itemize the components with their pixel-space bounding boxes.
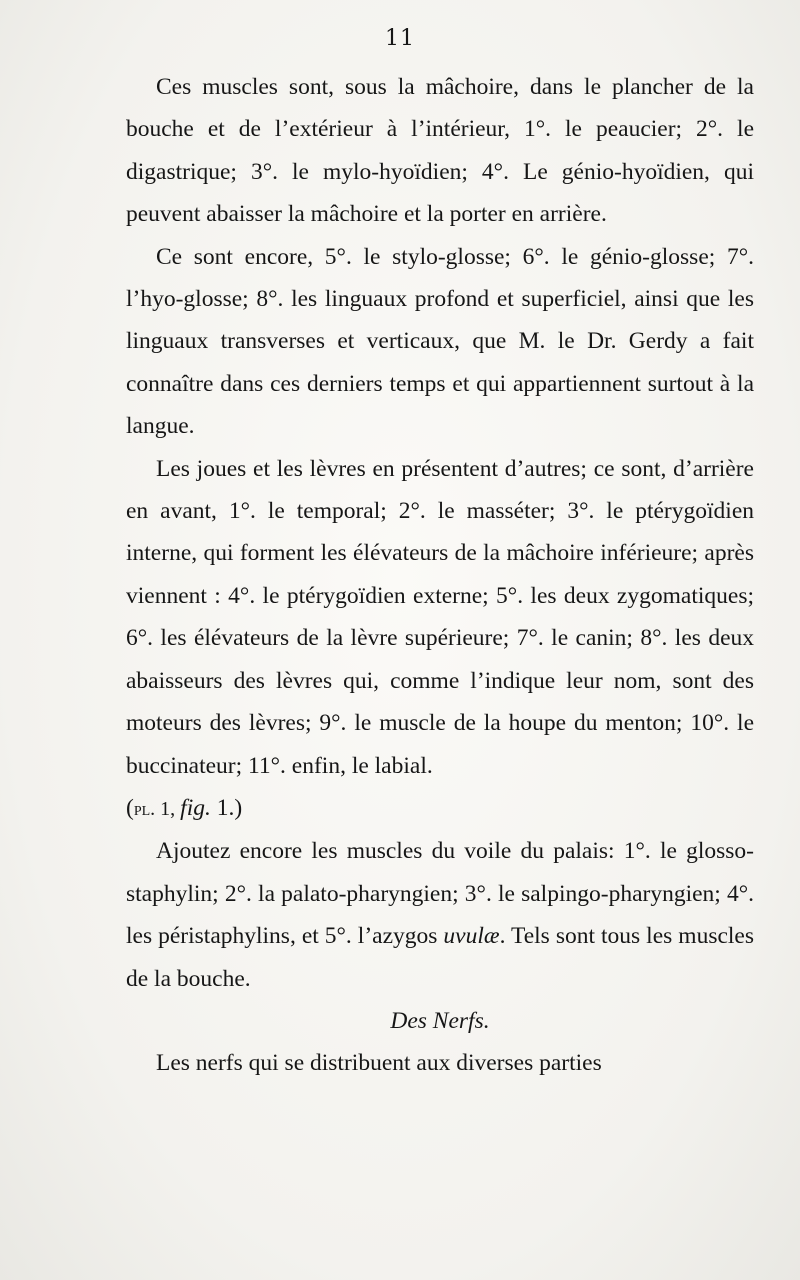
reference-rest: 1.) [210, 794, 243, 821]
paragraph-voile-palais [126, 830, 754, 1000]
voile-italic-term: uvulæ [443, 923, 500, 950]
plate-reference [126, 787, 754, 830]
reference-figure: fig. [180, 794, 211, 821]
body-text [126, 66, 754, 1085]
paragraph-joues-levres: Les joues et les lèvres en présentent d’autres; ce sont, d’arrière en avant, 1°. le temporal; 2°. le masséter; 3°. le ptérygoïdien interne, qui forment les élévateurs de la mâchoire inférieure; après viennent : 4°. le ptérygoïdien externe; 5°. les deux zygomatiques; 6°. les élévateurs de la lèvre supérieure; 7°. le canin; 8°. les deux abaisseurs des lèvres qui, comme l’indique leur nom, sont des moteurs des lèvres; 9°. le muscle de la houpe du menton; 10°. le buccinateur; 11°. enfin, le labial. [126, 455, 754, 779]
voile-text-after: . Tels sont tous les muscles de la bouche. [126, 923, 754, 992]
paragraph-nerfs-start: Les nerfs qui se distribuent aux diverses parties [156, 1050, 602, 1077]
reference-open: ( [126, 794, 134, 821]
paragraph-muscles-langue: Ce sont encore, 5°. le stylo-glosse; 6°. le génio-glosse; 7°. l’hyo-glosse; 8°. les linguaux profond et superficiel, ainsi que les linguaux transverses et verticaux, que M. le Dr. Gerdy a fait connaître dans ces derniers temps et qui appartiennent surtout à la langue. [126, 243, 754, 440]
paragraph-muscles-plancher: Ces muscles sont, sous la mâchoire, dans le plancher de la bouche et de l’extérieur à l’intérieur, 1°. le peaucier; 2°. le digastrique; 3°. le mylo-hyoïdien; 4°. Le génio-hyoïdien, qui peuvent abaisser la mâchoire et la porter en arrière. [126, 74, 754, 228]
section-heading-nerfs: Des Nerfs. [390, 1007, 490, 1034]
page-number: 11 [385, 26, 415, 51]
voile-text-before: Ajoutez encore les muscles du voile du palais: 1°. le glosso-staphylin; 2°. la palato-pharyngien; 3°. le salpingo-pharyngien; 4°. les péristaphylins, et 5°. l’azygos [126, 838, 754, 950]
reference-plate: pl. 1, [133, 797, 181, 820]
